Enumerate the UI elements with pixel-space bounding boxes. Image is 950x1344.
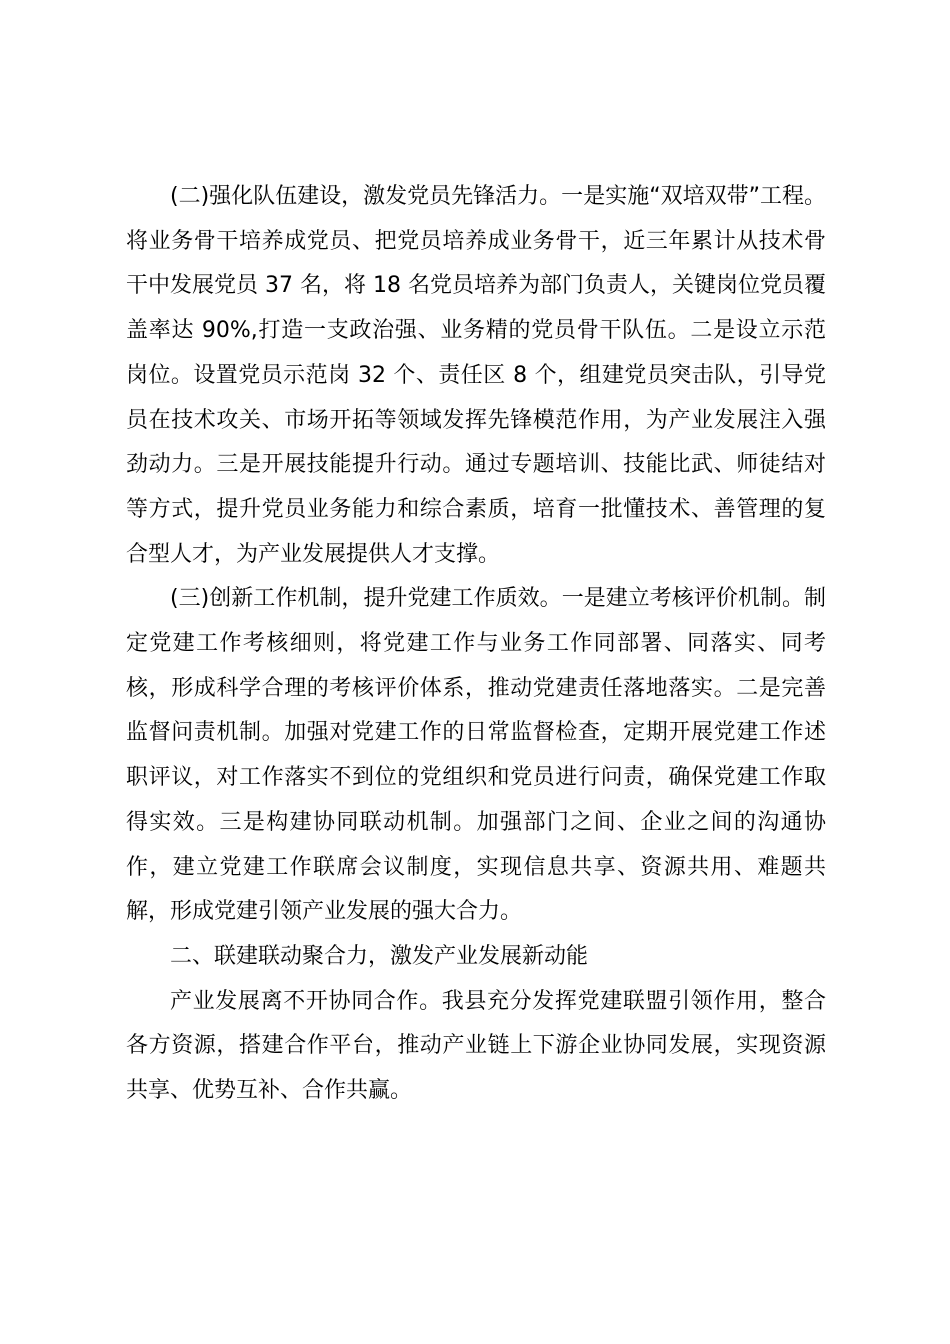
- paragraph-team-building: (二)强化队伍建设，激发党员先锋活力。一是实施“双培双带”工程。将业务骨干培养成党员、把党员培养成业务骨干，近三年累计从技术骨干中发展党员 37 名，将 18 名党员培养为部门负责人，关键岗位党员覆盖率达 90%,打造一支政治强、业务精的党员骨干队伍。二是设立示范岗位。设置党员示范岗 32 个、责任区 8 个，组建党员突击队，引导党员在技术攻关、市场开拓等领域发挥先锋模范作用，为产业发展注入强劲动力。三是开展技能提升行动。通过专题培训、技能比武、师徒结对等方式，提升党员业务能力和综合素质，培育一批懂技术、善管理的复合型人才，为产业发展提供人才支撑。: [126, 184, 826, 567]
- section-heading: 二、联建联动聚合力，激发产业发展新动能: [170, 943, 589, 969]
- paragraph-industry-cooperation: 产业发展离不开协同合作。我县充分发挥党建联盟引领作用，整合各方资源，搭建合作平台，推动产业链上下游企业协同发展，实现资源共享、优势互补、合作共赢。: [126, 988, 826, 1104]
- document-page: [126, 175, 826, 1114]
- paragraph-work-mechanism: (三)创新工作机制，提升党建工作质效。一是建立考核评价机制。制定党建工作考核细则，将党建工作与业务工作同部署、同落实、同考核，形成科学合理的考核评价体系，推动党建责任落地落实。二是完善监督问责机制。加强对党建工作的日常监督检查，定期开展党建工作述职评议，对工作落实不到位的党组织和党员进行问责，确保党建工作取得实效。三是构建协同联动机制。加强部门之间、企业之间的沟通协作，建立党建工作联席会议制度，实现信息共享、资源共用、难题共解，形成党建引领产业发展的强大合力。: [126, 586, 826, 925]
